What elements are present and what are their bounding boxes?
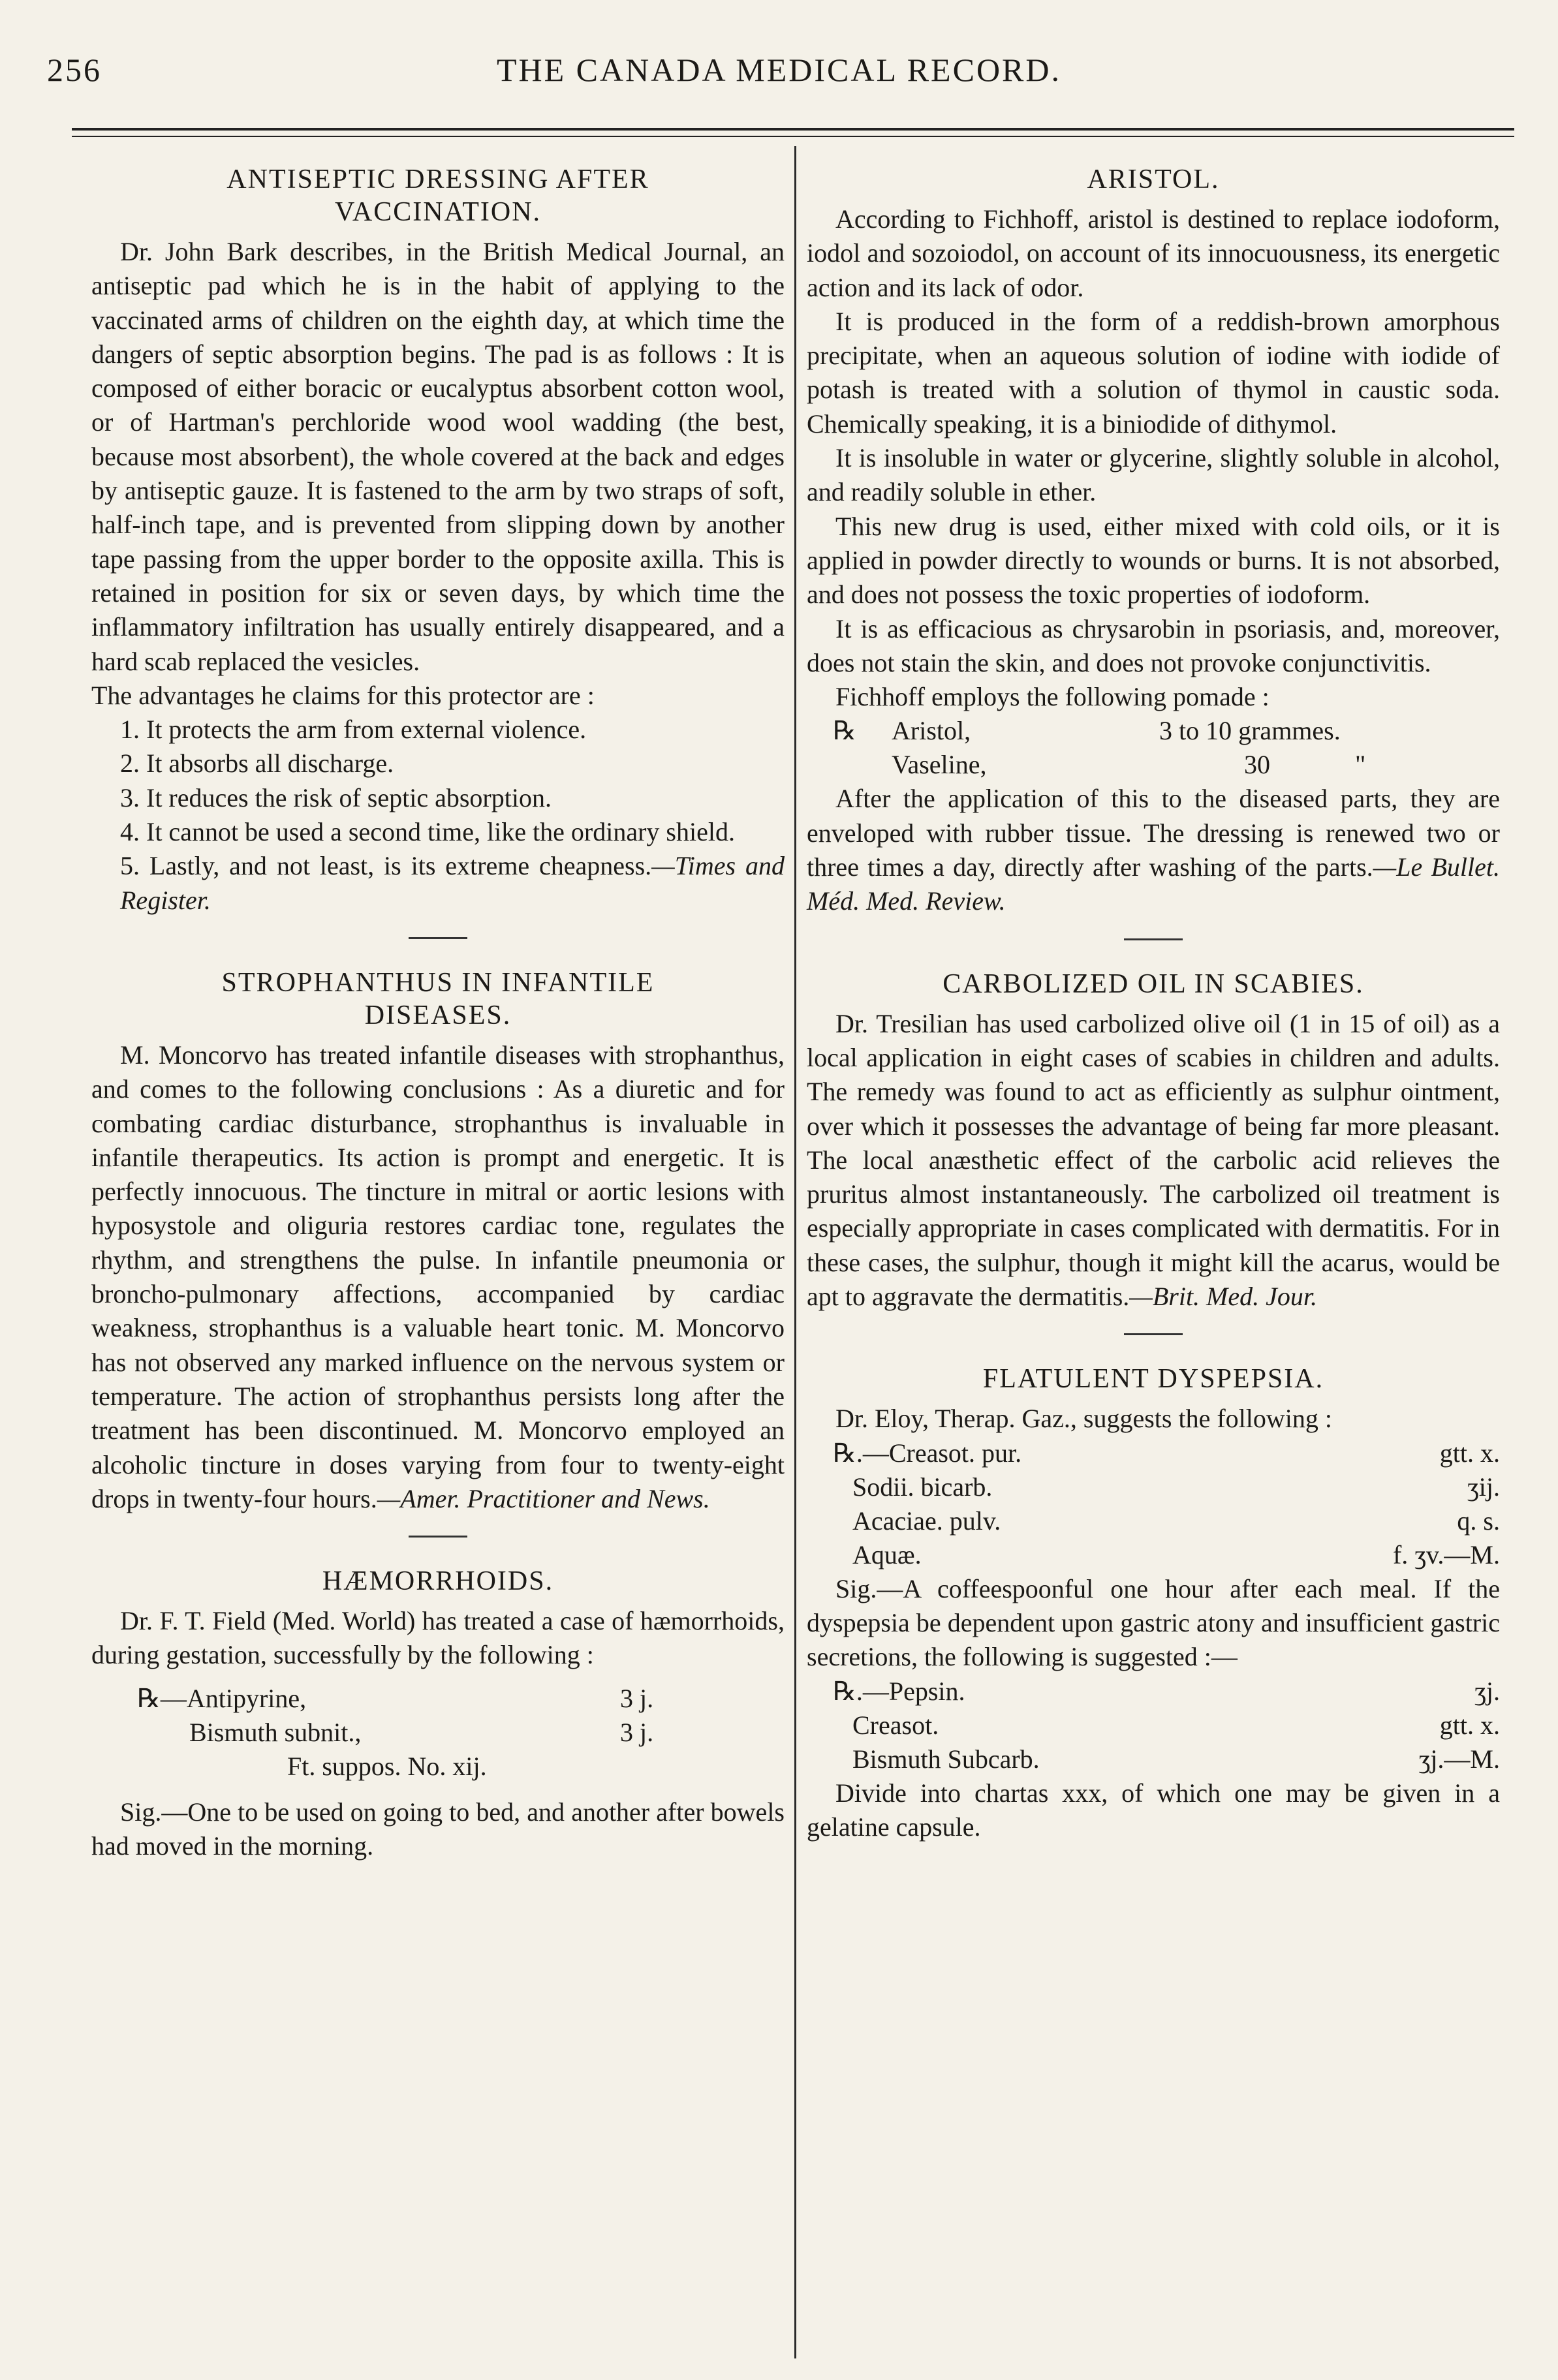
source-citation: —Le Bullet. Méd. Med. Review. [807,852,1501,916]
list-item: 2. It absorbs all discharge. [120,749,394,779]
article-paragraph: It is as efficacious as chrysarobin in psoriasis, and, moreover, does not stain the skin, and does not provoke conjunctivitis. [807,613,1500,677]
article-title: FLATULENT DYSPEPSIA. [982,1364,1324,1395]
prescription-line: ℞—Antipyrine, 3 j. [137,1683,654,1713]
article-paragraph: Sig.—One to be used on going to bed, and another after bowels had moved in the morning. [91,1797,785,1861]
prescription-line: Bismuth subnit., 3 j. [189,1717,654,1747]
source-citation: —Brit. Med. Jour. [1129,1282,1318,1312]
prescription-line: Sodii. bicarb. ʒij. [852,1472,1500,1502]
prescription [91,1682,785,1784]
right-column [807,163,1500,1844]
column-divider [794,146,796,2358]
list-item: 1. It protects the arm from external violence. [120,715,587,745]
header-rule-thick [72,128,1514,131]
article-paragraph: Dr. John Bark describes, in the British Medical Journal, an antiseptic pad which he is in the habit of applying to the vaccinated arms of children on the eighth day, at which time the dangers of septic absorption begins. The pad is as follows : It is composed of either boracic or eucalyptus absorbent cotton wool, or of Hartman's perchloride wood wool wadding (the best, because most absorbent), the whole covered at the back and edges by antiseptic gauze. It is fastened to the arm by two straps of soft, half-inch tape, and is prevented from slipping down by another tape passing from the upper border to the opposite axilla. This is retained in position for six or seven days, by which time the inflammatory infiltration has usually entirely disappeared, and a hard scab replaced the vesicles. [91,237,785,676]
article-paragraph: Dr. F. T. Field (Med. World) has treated a case of hæmorrhoids, during gestation, successfully by the following : [91,1606,785,1670]
list-item: 3. It reduces the risk of septic absorption. [120,782,552,812]
article-strophanthus [91,966,785,1516]
left-column [91,163,785,1863]
article-separator [1124,938,1183,940]
list-item: 4. It cannot be used a second time, like the ordinary shield. [120,817,735,847]
page-header [0,51,1558,103]
article-title: HÆMORRHOIDS. [322,1566,554,1597]
article-paragraph: According to Fichhoff, aristol is destined to replace iodoform, iodol and sozoiodol, on account of its innocuousness, its energetic action and its lack of odor. [807,204,1500,302]
prescription-line: Ft. suppos. No. xij. [287,1751,487,1781]
prescription-line: ℞.—Pepsin. ʒj. [833,1676,1500,1706]
running-head: THE CANADA MEDICAL RECORD. [496,52,1062,88]
article-paragraph: Divide into chartas xxx, of which one may be given in a gelatine capsule. [807,1778,1500,1842]
source-citation: —Times and Register. [120,851,785,915]
article-paragraph: It is produced in the form of a reddish-brown amorphous precipitate, when an aqueous solution of iodine with iodide of potash is treated with a solution of thymol in caustic soda. Chemically speaking, it is a biniodide of dithymol. [807,306,1500,439]
prescription [807,1675,1500,1776]
article-separator [409,1536,467,1538]
article-separator [409,937,467,939]
article-paragraph: After the application of this to the diseased parts, they are enveloped with rubber tissue. The dressing is renewed two or three times a day, directly after washing of the parts.—Le Bullet. Méd. Med. Review. [807,784,1501,916]
article-paragraph: Dr. Tresilian has used carbolized olive oil (1 in 15 of oil) as a local application in eight cases of scabies in children and adults. The remedy was found to act as efficiently as sulphur ointment, over which it possesses the advantage of being far more pleasant. The local anæsthetic effect of the carbolic acid relieves the pruritus almost instantaneously. The carbolized oil treatment is especially appropriate in cases complicated with dermatitis. For in these cases, the sulphur, though it might kill the acarus, would be apt to aggravate the dermatitis.—Brit. Med. Jour. [807,1008,1500,1312]
article-title: ARISTOL. [1087,164,1220,194]
article-aristol [807,163,1500,919]
article-paragraph: Sig.—A coffeespoonful one hour after each meal. If the dyspepsia be dependent upon gastric atony and insufficient gastric secretions, the following is suggested :— [807,1573,1500,1672]
prescription-line: Bismuth Subcarb. ʒj.—M. [852,1744,1500,1774]
prescription [807,714,1500,782]
article-antiseptic-dressing [91,163,785,918]
article-title: STROPHANTHUS IN INFANTILE DISEASES. [221,967,655,1030]
article-paragraph: It is insoluble in water or glycerine, slightly soluble in alcohol, and readily soluble in ether. [807,443,1500,507]
page-number: 256 [47,52,102,88]
prescription-line: Acaciae. pulv. q. s. [852,1506,1500,1536]
article-separator [1124,1333,1183,1335]
prescription [807,1436,1500,1572]
article-title: ANTISEPTIC DRESSING AFTER VACCINATION. [226,164,649,227]
header-rule-thin [72,136,1514,137]
article-title: CARBOLIZED OIL IN SCABIES. [943,968,1364,999]
article-paragraph: The advantages he claims for this protector are : [91,680,595,710]
article-paragraph: M. Moncorvo has treated infantile diseases with strophanthus, and comes to the following conclusions : As a diuretic and for combating cardiac disturbance, strophanthus is invaluable in infantile therapeutics. Its action is prompt and energetic. It is perfectly innocuous. The tincture in mitral or aortic lesions with hyposystole and oliguria restores cardiac tone, regulates the rhythm, and strengthens the pulse. In infantile pneumonia or broncho-pulmonary affections, accompanied by cardiac weakness, strophanthus is a valuable heart tonic. M. Moncorvo has not observed any marked influence on the nervous system or temperature. The action of strophanthus persists long after the treatment has been discontinued. M. Moncorvo employed an alcoholic tincture in doses varying from four to twenty-eight drops in twenty-four hours.—Amer. Practitioner and News. [91,1040,785,1513]
article-paragraph: Fichhoff employs the following pomade : [835,682,1270,712]
source-citation: —Amer. Practitioner and News. [377,1483,710,1513]
article-paragraph: This new drug is used, either mixed with cold oils, or it is applied in powder directly to wounds or burns. It is not absorbed, and does not possess the toxic properties of iodoform. [807,511,1500,610]
prescription-line: ℞.—Creasot. pur. gtt. x. [833,1438,1500,1468]
prescription-line: Aquæ. f. ʒv.—M. [852,1539,1500,1569]
prescription-line: ℞ Aristol, 3 to 10 grammes. [833,716,1341,746]
article-paragraph: Dr. Eloy, Therap. Gaz., suggests the following : [835,1404,1332,1434]
prescription-line: Creasot. gtt. x. [852,1710,1500,1740]
list-item: 5. Lastly, and not least, is its extreme cheapness.—Times and Register. [120,851,785,915]
article-carbolized-oil [807,968,1500,1314]
article-flatulent-dyspepsia [807,1363,1500,1844]
article-haemorrhoids [91,1565,785,1863]
prescription-line: Vaseline, 30 " [892,750,1366,780]
